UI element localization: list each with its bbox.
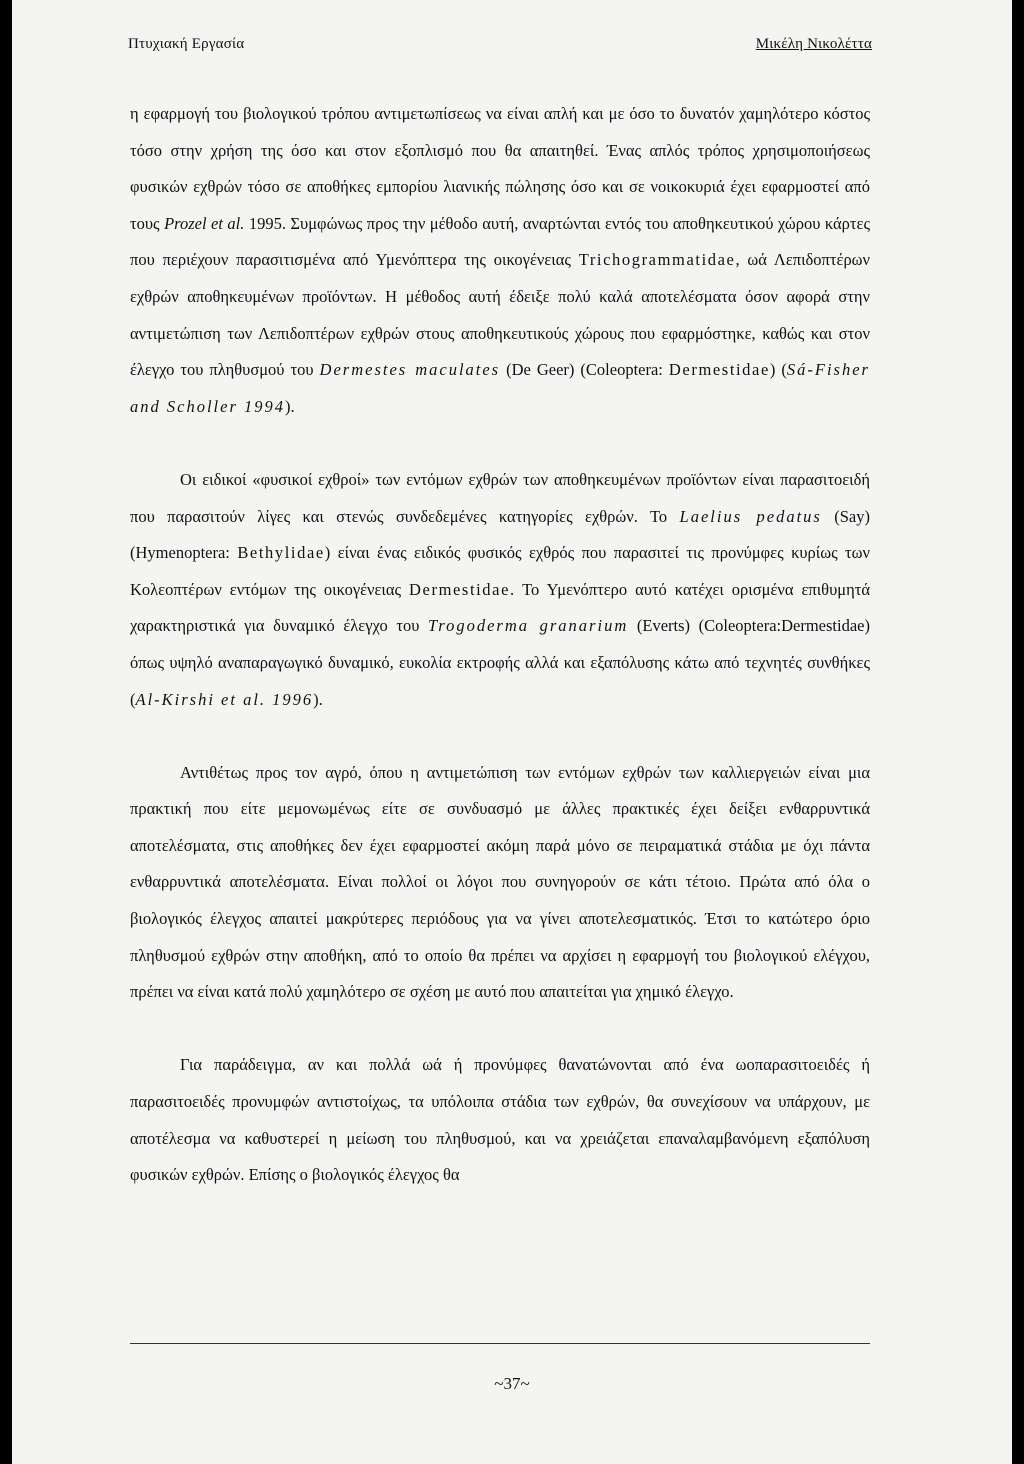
paragraph-1 xyxy=(130,96,870,425)
paragraph-2 xyxy=(130,462,870,718)
citation: Sá-Fisher and Scholler 1994 xyxy=(130,360,870,416)
page-header xyxy=(128,36,872,53)
text-run: , ωά Λεπιδοπτέρων εχθρών αποθηκευμένων προϊόντων. Η μέθοδος αυτή έδειξε πολύ καλά αποτελέσματα όσον αφορά στην αντιμετώπιση των Λεπιδοπτέρων εχθρών στους αποθηκευτικούς χώρους που εφαρμόστηκε, καθώς και στον έλεγχο του πληθυσμού του xyxy=(130,250,870,380)
family-name: Dermestidae xyxy=(409,579,511,599)
text-run: (Say) (Hymenoptera: xyxy=(130,506,870,563)
text-run: η εφαρμογή του βιολογικού τρόπου αντιμετωπίσεως να είναι απλή και με όσο το δυνατόν χαμηλότερο κόστος τόσο στην χρήση της όσο και στον εξοπλισμό που θα απαιτηθεί. Ένας απλός τρόπος χρησιμοποιήσεως φυσικών εχθρών τόσο σε αποθήκες εμπορίου λιανικής πώλησης όσο και σε νοικοκυριά έχει εφαρμοστεί από τους xyxy=(130,104,870,233)
species-name: Dermestes maculates xyxy=(319,360,501,380)
citation: Prozel et al. xyxy=(164,213,245,233)
text-run: (Everts) (Coleoptera:Dermestidae) όπως υψηλό αναπαραγωγικό δυναμικό, ευκολία εκτροφής αλλά και εξαπόλυσης κάτω από τεχνητές συνθήκες ( xyxy=(130,616,870,709)
paragraph-3: Αντιθέτως προς τον αγρό, όπου η αντιμετώπιση των εντόμων εχθρών των καλλιεργειών είναι μια πρακτική που είτε μεμονωμένως είτε σε συνδυασμό με άλλες πρακτικές έχει δείξει ενθαρρυντικά αποτελέσματα, στις αποθήκες δεν έχει εφαρμοστεί ακόμη παρά μόνο σε πειραματικά στάδια με όχι πάντα ενθαρρυντικά αποτελέσματα. Είναι πολλοί οι λόγοι που συνηγορούν σε κάτι τέτοιο. Πρώτα από όλα ο βιολογικός έλεγχος απαιτεί μακρύτερες περιόδους για να γίνει αποτελεσματικός. Έτσι το κατώτερο όριο πληθυσμού εχθρών στην αποθήκη, από το οποίο θα πρέπει να αρχίσει η εφαρμογή του βιολογικού ελέγχου, πρέπει να είναι κατά πολύ χαμηλότερο σε σχέση με αυτό που απαιτείται για χημικό έλεγχο. xyxy=(130,762,870,1002)
page-number: ~37~ xyxy=(494,1374,530,1393)
text-run: ) είναι ένας ειδικός φυσικός εχθρός που παρασιτεί τις προνύμφες κυρίως των Κολεοπτέρων εντόμων της οικογένειας xyxy=(130,543,870,599)
text-run: ) ( xyxy=(769,360,787,380)
paragraph-4: Για παράδειγμα, αν και πολλά ωά ή προνύμφες θανατώνονται από ένα ωοπαρασιτοειδές ή παρασιτοειδές προνυμφών αντιστοίχως, τα υπόλοιπα στάδια των εχθρών, θα συνεχίσουν να υπάρχουν, με αποτέλεσμα να καθυστερεί η μείωση του πληθυσμού, και να χρειάζεται επαναλαμβανόμενη εξαπόλυση φυσικών εχθρών. Επίσης ο βιολογικός έλεγχος θα xyxy=(130,1055,870,1185)
header-title: Πτυχιακή Εργασία xyxy=(128,36,245,52)
body-text xyxy=(130,96,870,1194)
text-run: ). xyxy=(285,396,295,416)
species-name: Laelius pedatus xyxy=(679,506,822,526)
family-name: Trichogrammatidae xyxy=(578,250,736,270)
species-name: Trogoderma granarium xyxy=(428,616,629,636)
text-run: Οι ειδικοί «φυσικοί εχθροί» των εντόμων εχθρών των αποθηκευμένων προϊόντων είναι παρασιτοειδή που παρασιτούν λίγες και στενώς συνδεδεμένες κατηγορίες εχθρών. Το xyxy=(130,469,870,526)
footer-divider xyxy=(130,1343,870,1344)
family-name: Bethylidae xyxy=(237,543,325,563)
document-page xyxy=(12,0,1012,1464)
text-run: ). xyxy=(313,689,323,709)
text-run: . Το Υμενόπτερο αυτό κατέχει ορισμένα επιθυμητά χαρακτηριστικά για δυναμικό έλεγχο του xyxy=(130,579,871,636)
text-run: (De Geer) (Coleoptera: xyxy=(500,360,669,380)
family-name: Dermestidae xyxy=(668,360,770,380)
citation: Al-Kirshi et al. 1996 xyxy=(135,689,314,709)
text-run: 1995. Συμφώνως προς την μέθοδο αυτή, αναρτώνται εντός του αποθηκευτικού χώρου κάρτες που περιέχουν παρασιτισμένα από Υμενόπτερα της οικογένειας xyxy=(130,213,870,270)
header-author: Μικέλη Νικολέττα xyxy=(755,36,872,52)
